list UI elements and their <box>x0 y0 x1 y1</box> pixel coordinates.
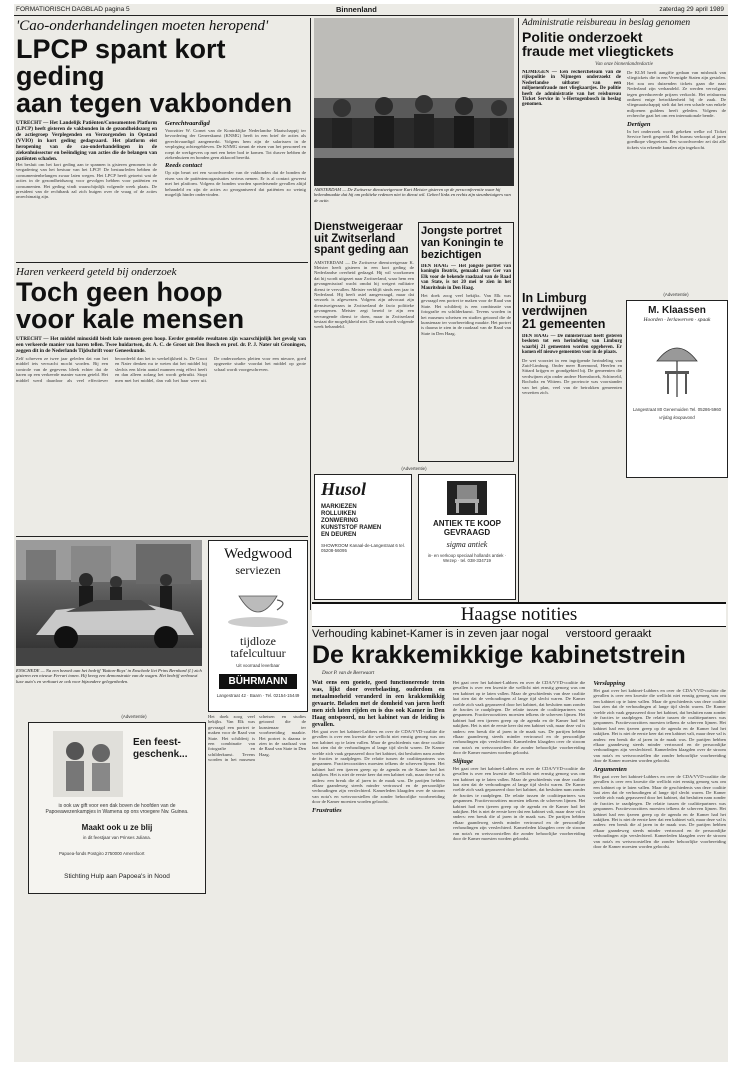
article-body: Het gaat over het kabinet-Lubbers en over de CDA/VVD-coalitie die gevallen is over een kwestie die wellicht niet ernstig genoeg was om een kabinet op te laten vallen. Maar de geschiedenis van deze coalitie laat zien dat de verhoudingen al lange tijd slecht waren. De Kamer voelde zich vaak gepasseerd door het kabinet, dat besluiten nam zonder de fracties te raadplegen. De relatie tussen de coalitiepartners was gespannen. Fractievoorzitters moesten telkens de scherven lijmen. Het kabinet had een ijzeren greep op de agenda en de Kamer had het nakijken. Het is niet de eerste keer dat een kabinet valt, maar deze val is anders: een breuk die al jaren in de maak was. De partijen hebben elkaar gaandeweg steeds minder vertrouwd en de persoonlijke verhoudingen zijn verslechterd. Kamerleden klaagden over de stroom van nota's en wetsvoorstellen die zonder behoorlijke voorbereiding door de Kamer moesten worden geloodst. <box>593 688 726 764</box>
article-subhead: Dertigen <box>627 120 651 128</box>
article-lead: UTRECHT — Het Landelijk Patiënten/Consumenten Platform (LPCP) heeft gisteren de vakbonden in de gezondheidszorg en de actiegroep Verplegenden en Verzorgenden in Opstand (VVIO) in kort geding gedagvaard. Het platform eist heropening van de cao-onderhandelingen in de ziekenhuissector en beëindiging van acties die de belangen van patiënten schaden. <box>16 120 157 162</box>
article-title-line1: Toch geen hoop <box>16 277 223 307</box>
ad-label: (Advertentie) <box>121 714 147 719</box>
article-lead: DEN HAAG — De ministerraad heeft gisteren besloten tot een herindeling van Limburg waarbij 21 gemeenten worden opgeheven. Er komen elf nieuwe gemeenten voor in de plaats. <box>522 334 622 356</box>
article-den-haag-column: Het doek zoog veel bekijks. Van Elk was gevraagd een portret te maken voor de Raad van State. Het schilderij is een combinatie van fotografie en schilderkunst. Tevens worden in het museum schetsen en studies getoond die de kunstenaar ter voorbereiding maakte. Het portret is daarna te zien in de raadzaal van de Raad van State in Den Haag. <box>208 714 306 763</box>
ad-line: KUNSTSTOF RAMEN <box>321 525 382 531</box>
article-title-line3: 21 gemeenten <box>522 317 606 331</box>
article-body: Voorzitter W. Cornet van de Koninklijke Nederlandse Maatschappij ter bevordering der Geneeskunst (KNMG) heeft in een brief de acties als gerechtvaardigd aangemerkt. Volgens hem zijn de salarissen in de verpleging achtergebleven. De KNMG steunt de eisen van het personeel en roept de werkgevers op met een beter bod te komen. Tot dusver hebben de ziekenhuizen en bonden geen akkoord bereikt. <box>165 128 306 161</box>
article-lead: DEN HAAG — Het jongste portret van koningin Beatrix, gemaakt door Ger van Elk voor de bekende raadzaal van de Raad van State, is tot 20 mei te zien in het Mauritshuis in Den Haag. <box>421 264 511 291</box>
article-body: In het onderzoek wordt gekeken welke rol Ticket Service heeft gespeeld. Het bureau verkoopt al jaren goedkope vliegreizen. Een woordvoerder zei dat alle tickets via erkende kanalen zijn ingekocht. <box>627 128 726 150</box>
chair-icon <box>447 481 487 515</box>
ad-logo: Husol <box>321 479 367 499</box>
article-title-line2: uit Zwitserland <box>314 232 396 245</box>
article-title-line1: In Limburg <box>522 292 587 305</box>
ad-address: in- en verkoop speciaal hollands antiek · Wezep · tel. 038-334719 <box>427 553 507 563</box>
article-kale-mensen <box>16 266 306 534</box>
ad-tagline2: tafelcultuur <box>230 646 286 660</box>
ferrari-photo <box>16 540 202 666</box>
ad-title: Een feest-geschenk... <box>133 737 188 760</box>
press-conference-caption: AMSTERDAM — De Zwitserse dienstweigeraar Kurt Meister gisteren op de persconferentie waar hij bekendmaakte dat hij om politieke redenen niet in dienst wil. Geheel links en rechts zijn steunbetuigers van de actie. <box>314 187 511 203</box>
article-subhead: Gerechtvaardigd <box>165 120 210 127</box>
article-subhead: Verslapping <box>593 680 626 687</box>
ad-brand: BÜHRMANN <box>219 674 297 689</box>
article-lpcp <box>16 18 306 260</box>
ad-klaassen <box>626 300 728 478</box>
article-body: Het gaat over het kabinet-Lubbers en over de CDA/VVD-coalitie die gevallen is over een kwestie die wellicht niet ernstig genoeg was om een kabinet op te laten vallen. Maar de geschiedenis van deze coalitie laat zien dat de verhoudingen al lange tijd slecht waren. De Kamer voelde zich vaak gepasseerd door het kabinet, dat besluiten nam zonder de fracties te raadplegen. De relatie tussen de coalitiepartners was gespannen. Fractievoorzitters moesten telkens de scherven lijmen. Het kabinet had een ijzeren greep op de agenda en de Kamer had het nakijken. Het is niet de eerste keer dat een kabinet valt, maar deze val is anders: een breuk die al jaren in de maak was. De partijen hebben elkaar gaandeweg steeds minder vertrouwd en de persoonlijke verhoudingen zijn verslechterd. Kamerleden klaagden over de stroom van nota's en wetsvoorstellen die zonder behoorlijke voorbereiding door de Kamer moesten worden geloodst. <box>312 729 445 805</box>
divider <box>16 262 308 263</box>
article-lead: UTRECHT — Het middel minoxidil biedt kale mensen geen hoop. Eerder gemelde resultaten zijn waarschijnlijk het gevolg van een verkeerde manier van haren tellen. Twee huidartsen, dr. A. C. de Groot uit Den Bosch en prof. dr. P. J. Nater uit Groningen, zeggen dit in de Nederlands Tijdschrift voor Geneeskunde. <box>16 336 306 354</box>
ad-husol <box>314 474 412 600</box>
article-byline: Van onze binnenlandredactie <box>595 62 653 67</box>
ad-subtitle: Hoorden · Ierlawerven · spaak <box>643 317 711 323</box>
ad-papoea <box>28 722 206 894</box>
article-title: De krakkemikkige kabinetstrein <box>312 641 686 669</box>
page-header <box>14 4 728 16</box>
article-title-line1: LPCP spant kort geding <box>16 34 226 91</box>
article-dienstweigeraar <box>314 222 414 492</box>
ad-title: M. Klaassen <box>648 305 706 316</box>
article-body: Het gaat over het kabinet-Lubbers en over de CDA/VVD-coalitie die gevallen is over een kwestie die wellicht niet ernstig genoeg was om een kabinet op te laten vallen. Maar de geschiedenis van deze coalitie laat zien dat de verhoudingen al lange tijd slecht waren. De Kamer voelde zich vaak gepasseerd door het kabinet, dat besluiten nam zonder de fracties te raadplegen. De relatie tussen de coalitiepartners was gespannen. Fractievoorzitters moesten telkens de scherven lijmen. Het kabinet had een ijzeren greep op de agenda en de Kamer had het nakijken. Het is niet de eerste keer dat een kabinet valt, maar deze val is anders: een breuk die al jaren in de maak was. De partijen hebben elkaar gaandeweg steeds minder vertrouwd en de persoonlijke verhoudingen zijn verslechterd. Kamerleden klaagden over de stroom van nota's en wetsvoorstellen die zonder behoorlijke voorbereiding door de Kamer moesten worden geloodst. <box>452 680 586 756</box>
teacup-icon <box>209 582 307 632</box>
ad-label: (Advertentie) <box>663 292 689 297</box>
ad-address: Papoea-fonds Postgiro 2750000 Amersfoort <box>59 851 145 856</box>
press-conference-photo <box>314 18 514 186</box>
article-body: AMSTERDAM — De Zwitserse dienstweigeraar K. Meister heeft gisteren in een kort geding de Nederlandse overheid gedaagd. Hij wil voorkomen dat hij wordt uitgezet naar Zwitserland, waar hem een gevangenisstraf wacht omdat hij weigert militaire dienst te vervullen. Meister verblijft sinds een jaar in Nederland. Hij heeft asiel aangevraagd, maar dat verzoek is afgewezen. Volgens zijn advocaat zijn dienstweigeraars in Zwitserland de facto politieke gevangenen. Meister zegt bereid te zijn een vervangende dienst te doen, maar in Zwitserland bestaat die mogelijkheid niet. De zaak wordt volgende week behandeld. <box>314 259 414 330</box>
article-portret <box>418 222 514 462</box>
article-title-line2: fraude met vliegtickets <box>522 43 674 59</box>
newspaper-page <box>14 4 728 1062</box>
ad-sub: in dit feestjaar van Prinses Juliana. <box>83 835 151 840</box>
header-date: zaterdag 29 april 1989 <box>659 6 724 13</box>
article-subhead: Frustraties <box>312 806 342 814</box>
article-lead: NIJMEGEN — Een rechercheteam van de rijkspolitie in Nijmegen onderzoekt de Nederlandse uitbater van een miljoenenfraude met vliegkaartjes. De politie heeft de administratie van het reisbureau Ticket Service in 's-Hertogenbosch in beslag genomen. <box>522 70 621 108</box>
article-body: Op zijn beurt zei een woordvoerder van de vakbonden dat de bonden de eisen van de patiëntenorganisaties serieus nemen. Er is al contact geweest met het platform. Volgens de bonden worden spoedeisende gevallen altijd behandeld en zijn de acties zo georganiseerd dat patiënten zo weinig mogelijk hinder ondervinden. <box>165 170 306 198</box>
ad-line: ROLLUIKEN <box>321 511 356 517</box>
ad-line: MARKIEZEN <box>321 504 357 510</box>
article-body: De KLM heeft aangifte gedaan van misbruik van vliegtickets die in een Verenigde Staten zijn gestolen. Het zou om duizenden tickets gaan die naar Nederland zijn verhandeld. Ze werden vervolgens tegen gereduceerde prijzen verkocht. Het reisbureau ontkent enige betrokkenheid bij de zaak. De vliegmaatschappij stelt dat het een schade van enkele miljoenen guldens heeft geleden. Volgens de recherche gaat het om een internationale bende. <box>627 70 726 119</box>
children-illustration-icon <box>53 731 123 797</box>
article-kicker: Verhouding kabinet-Kamer is in zeven jaar nogal <box>312 628 549 640</box>
parasol-icon <box>647 331 707 401</box>
article-title-line3: spant geding aan <box>314 244 409 256</box>
ad-subtitle: serviezen <box>235 563 281 577</box>
article-byline: Door P. van de Beerwaart <box>322 671 375 676</box>
ad-title: Wedgwood <box>224 546 292 562</box>
article-kicker: Haren verkeerd geteld bij onderzoek <box>16 266 177 278</box>
article-body: Het doek zoog veel bekijks. Van Elk was gevraagd een portret te maken voor de Raad van State. Het schilderij is een combinatie van fotografie en schilderkunst. Tevens worden in het museum schetsen en studies getoond die de kunstenaar ter voorbereiding maakte. Het portret is daarna te zien in de raadzaal van de Raad van State in Den Haag. <box>421 293 511 336</box>
ad-cta: Maakt ook u ze blij <box>81 823 153 832</box>
article-subhead: Argumenten <box>593 765 627 773</box>
ferrari-caption: ENSCHEDE — Na een bezoek aan het bedrijf 'Button-Boys' in Enschede liet Prins Bernhard (l.) zich gisteren een nieuwe Ferrari tonen. Hij kreeg een demonstratie van de wagen. Het bedrijf verbouwt luxe auto's en verhuurt ze ook voor bijzondere gelegenheden. <box>16 668 202 684</box>
article-body: Het gaat over het kabinet-Lubbers en over de CDA/VVD-coalitie die gevallen is over een kwestie die wellicht niet ernstig genoeg was om een kabinet op te laten vallen. Maar de geschiedenis van deze coalitie laat zien dat de verhoudingen al lange tijd slecht waren. De Kamer voelde zich vaak gepasseerd door het kabinet, dat besluiten nam zonder de fracties te raadplegen. De relatie tussen de coalitiepartners was gespannen. Fractievoorzitters moesten telkens de scherven lijmen. Het kabinet had een ijzeren greep op de agenda en de Kamer had het nakijken. Het is niet de eerste keer dat een kabinet valt, maar deze val is anders: een breuk die al jaren in de maak was. De partijen hebben elkaar gaandeweg steeds minder vertrouwd en de persoonlijke verhoudingen zijn verslechterd. Kamerleden klaagden over de stroom van nota's en wetsvoorstellen die zonder behoorlijke voorbereiding door de Kamer moesten worden geloodst. <box>593 773 726 849</box>
ad-line: EN DEUREN <box>321 532 357 538</box>
article-body: Het besluit om het kort geding aan te spannen is gisteren genomen in de vergadering van het bestuur van het LPCP. De bestuurleden hebben de consumentenbelangen zwaar laten wegen. Het LPCP heeft getoetst wat de acties in de gezondheidszorg voor gevolgen hebben voor patiënten en consumenten. Het geding vindt waarschijnlijk volgende week plaats. De president van de rechtbank zal zich buigen over de vraag of de acties onrechtmatig zijn. <box>16 162 157 200</box>
divider <box>16 536 308 537</box>
ad-address: Langestraat 80 Genemuiden Tel. 05286-5960 <box>632 407 722 412</box>
article-kabinetstrein <box>312 628 726 1058</box>
ad-availability: Uit voorraad leverbaar <box>236 663 280 668</box>
divider <box>310 18 311 610</box>
article-title-line2: voor kale mensen <box>16 304 245 334</box>
section-banner <box>312 602 726 627</box>
article-body: De wet voorziet in een ingrijpende herindeling van Zuid-Limburg. Onder meer Roermond, Heerlen en Sittard krijgen er grondgebied bij. De gemeenten die verdwijnen zijn onder andere Hoensbroek, Schinveld, Bocholtz en Wittem. De provincie was voorstander van het plan, veel van de betrokken gemeenten verzetten zich. <box>522 357 622 396</box>
article-title-line1: Politie onderzoekt <box>522 29 643 45</box>
ad-tagline1: tijdloze <box>240 634 276 648</box>
ad-text: is ook uw gift voor een dak boven de hoofden van de Papoeawezenkampjes in Wamena op ons vroegere Nw. Guinea. <box>45 803 189 815</box>
article-title-line1: Dienstweigeraar <box>314 222 403 233</box>
article-body: Zelf schreven ze twee jaar geleden dat van het middel iets verwacht mocht worden. Bij een controle van de gegevens bleek echter dat de haren op een verkeerde manier waren geteld. Het middel werd daardoor als veel effectiever beoordeeld dan het in werkelijkheid is. De Groot en Nater denken nu te weten dat het middel bij slechts een klein aantal mannen enig effect heeft en dan alleen zolang het wordt gebruikt. Stopt men met het middel, dan valt het haar weer uit. De onderzoekers pleiten voor een nieuwe, goed opgezette studie voordat het middel op grote schaal wordt voorgeschreven. <box>16 356 306 383</box>
ad-address: SHOWROOM Kanaal-de-Langestraat 6 tel. 05208-56095 <box>321 543 405 553</box>
article-kicker: verstoord geraakt <box>565 628 652 640</box>
article-lead: Wat eens een goeiele, goed functionerende trein was, lijkt door overbelasting, ouderdom en metaalmoeheid veranderd in een krakkemikkig gevaarte. Beladen met de domheid van jaren heeft men zich laten rijden en is dus ook Kamer in Den Haag ontspoord, nu het kabinet van de leiding is gevallen. <box>312 680 445 728</box>
article-limburg <box>522 292 622 596</box>
header-section: Binnenland <box>336 5 377 14</box>
article-subhead: Reeds contact <box>165 162 203 170</box>
ad-label: (Advertentie) <box>401 466 427 471</box>
article-kicker: 'Cao-onderhandelingen moeten heropend' <box>16 18 269 34</box>
article-title: Jongste portret van Koningin te bezichtigen <box>421 225 504 261</box>
ad-subtitle: sigma antiek <box>446 540 488 549</box>
article-body: Het gaat over het kabinet-Lubbers en over de CDA/VVD-coalitie die gevallen is over een kwestie die wellicht niet ernstig genoeg was om een kabinet op te laten vallen. Maar de geschiedenis van deze coalitie laat zien dat de verhoudingen al lange tijd slecht waren. De Kamer voelde zich vaak gepasseerd door het kabinet, dat besluiten nam zonder de fracties te raadplegen. De relatie tussen de coalitiepartners was gespannen. Fractievoorzitters moesten telkens de scherven lijmen. Het kabinet had een ijzeren greep op de agenda en de Kamer had het nakijken. Het is niet de eerste keer dat een kabinet valt, maar deze val is anders: een breuk die al jaren in de maak was. De partijen hebben elkaar gaandeweg steeds minder vertrouwd en de persoonlijke verhoudingen zijn verslechterd. Kamerleden klaagden over de stroom van nota's en wetsvoorstellen die zonder behoorlijke voorbereiding door de Kamer moesten worden geloodst. <box>452 765 586 841</box>
header-left: FORMATIORISCH DAGBLAD pagina 5 <box>16 6 130 13</box>
article-kicker: Administratie reisbureau in beslag genomen <box>522 18 691 28</box>
ad-note: vrijdag koopavond <box>659 415 695 420</box>
article-title-line2: verdwijnen <box>522 304 588 318</box>
article-title-line2: aan tegen vakbonden <box>16 88 293 118</box>
ad-wedgwood <box>208 540 308 712</box>
ad-title: ANTIEK TE KOOP GEVRAAGD <box>432 519 501 537</box>
ad-line: ZONWERING <box>321 518 359 524</box>
ad-antiek <box>418 474 516 600</box>
divider <box>518 18 519 610</box>
section-title: Haagse notities <box>460 604 578 625</box>
article-subhead: Slijtage <box>452 757 473 765</box>
ad-org: Stichting Hulp aan Papoea's in Nood <box>64 873 170 880</box>
ad-address: Langestraat 42 · Baarn · Tel. 02154-15449 <box>216 693 300 698</box>
